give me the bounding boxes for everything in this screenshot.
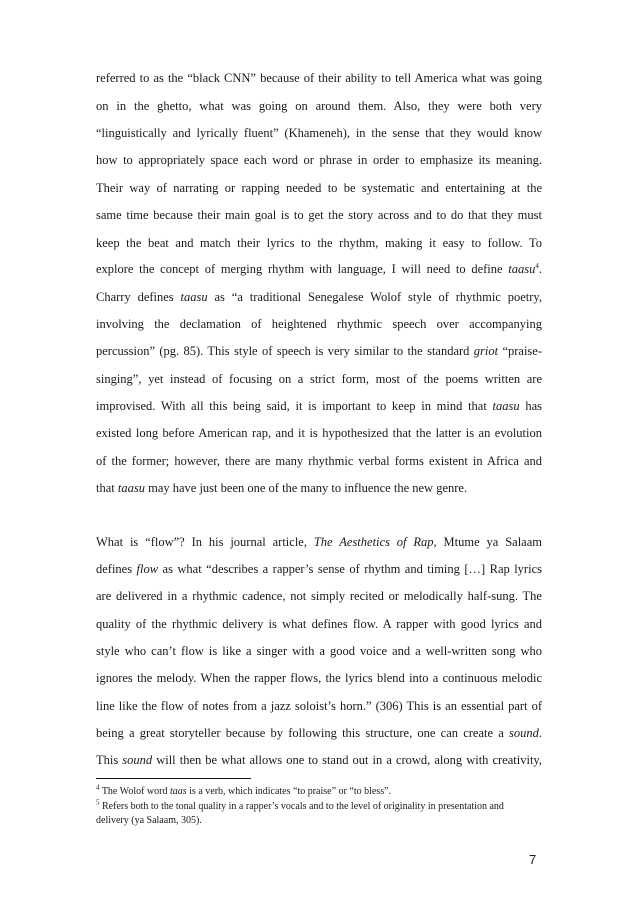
footnote-5: $^5$ Refers both to the tonal quality in a rapper’s vocals and to the level of originality in presentation and <box>96 798 504 812</box>
body-line: are delivered in a rhythmic cadence, not simply recited or melodically half-sung. The <box>96 589 542 603</box>
body-line: being a great storyteller because by following this structure, one can create a sound. <box>96 726 542 740</box>
footnote-4: $^4$ The Wolof word taas is a verb, which indicates “to praise” or “to bless”. <box>96 783 392 797</box>
footnote-ref: 4 <box>535 261 539 270</box>
body-line: percussion” (pg. 85). This style of speech is very similar to the standard griot “praise- <box>96 344 543 358</box>
body-line: how to appropriately space each word or phrase in order to emphasize its meaning. <box>96 153 542 167</box>
body-line: “linguistically and lyrically fluent” (Khameneh), in the sense that they would know <box>96 126 542 140</box>
body-line: keep the beat and match their lyrics to the rhythm, making it easy to follow. To <box>96 236 542 250</box>
body-line: style who can’t flow is like a singer with a good voice and a well-written song who <box>96 644 542 658</box>
body-line: line like the flow of notes from a jazz soloist’s horn.” (306) This is an essential part of <box>96 699 542 713</box>
body-line: involving the declamation of heightened rhythmic speech over accompanying <box>96 317 542 331</box>
body-line: of the former; however, there are many rhythmic verbal forms existent in Africa and <box>96 454 542 468</box>
body-line: explore the concept of merging rhythm with language, I will need to define taasu$^4$. <box>96 261 542 276</box>
body-line: improvised. With all this being said, it is important to keep in mind that taasu has <box>96 399 542 413</box>
body-line: referred to as the “black CNN” because of their ability to tell America what was going <box>96 71 542 85</box>
body-line: quality of the rhythmic delivery is what defines flow. A rapper with good lyrics and <box>96 617 542 631</box>
body-line: same time because their main goal is to get the story across and to do that they must <box>96 208 542 222</box>
body-line: ignores the melody. When the rapper flows, the lyrics blend into a continuous melodic <box>96 671 542 685</box>
footnote-5-continued: delivery (ya Salaam, 305). <box>96 815 202 826</box>
body-line: Their way of narrating or rapping needed to be systematic and entertaining at the <box>96 181 542 195</box>
body-line: that taasu may have just been one of the many to influence the new genre. <box>96 481 468 495</box>
body-line: singing”, yet instead of focusing on a strict form, most of the poems written are <box>96 372 542 386</box>
body-line: This sound will then be what allows one to stand out in a crowd, along with creativity, <box>96 753 542 767</box>
body-line: existed long before American rap, and it is hypothesized that the latter is an evolution <box>96 426 542 440</box>
body-line: defines flow as what “describes a rapper’s sense of rhythm and timing […] Rap lyrics <box>96 562 542 576</box>
footnote-divider <box>96 778 251 779</box>
body-line: on in the ghetto, what was going on around them. Also, they were both very <box>96 99 542 113</box>
body-line: Charry defines taasu as “a traditional Senegalese Wolof style of rhythmic poetry, <box>96 290 542 304</box>
page-number: 7 <box>529 852 537 867</box>
body-line: What is “flow”? In his journal article, The Aesthetics of Rap, Mtume ya Salaam <box>96 535 542 549</box>
